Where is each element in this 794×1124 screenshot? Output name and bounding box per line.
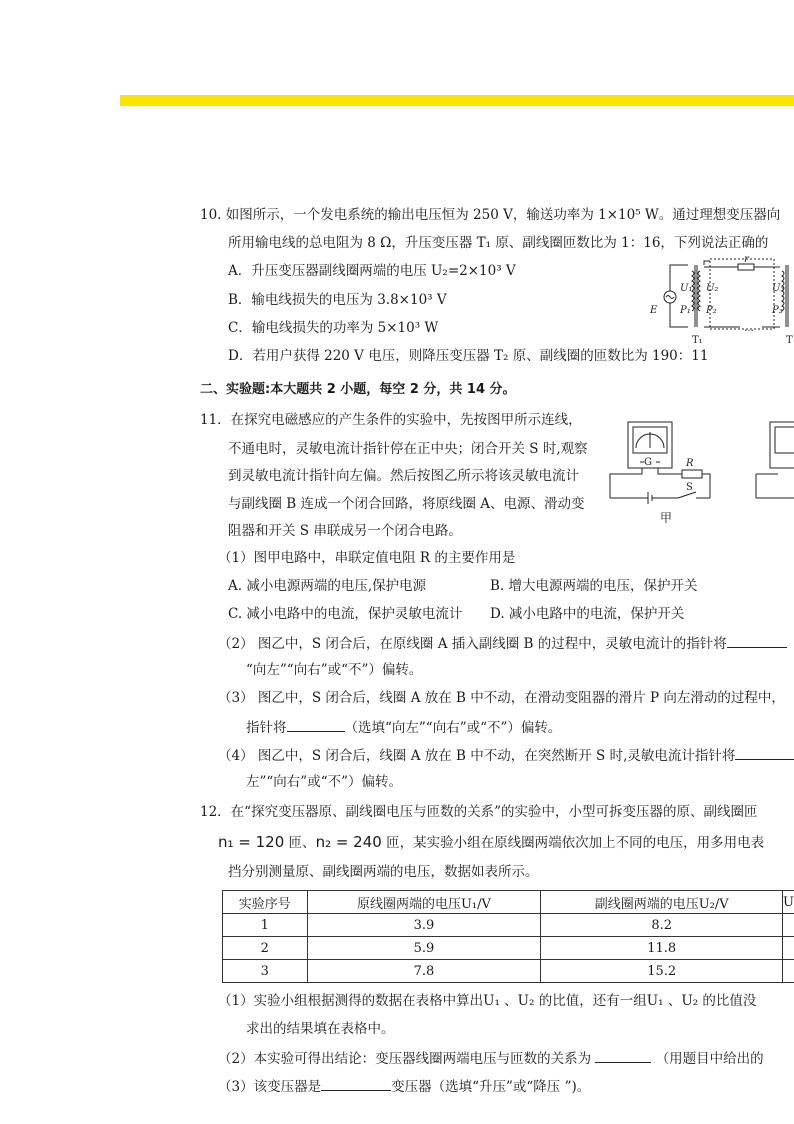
q11-line-5: 阻器和开关 S 串联成另一个闭合电路。 <box>228 523 462 539</box>
q12-part-3-prefix: （3）该变压器是 <box>218 1079 322 1095</box>
section-2-heading: 二、实验题:本大题共 2 小题，每空 2 分，共 14 分。 <box>200 382 516 397</box>
q10-transmission-circuit-figure <box>640 255 794 345</box>
q11-part-3-suffix: （选填“向左”“向右”或“不”）偏转。 <box>344 720 562 736</box>
table-header-cell: 副线圈两端的电压U₂/V <box>541 891 783 914</box>
table-cell: 5.9 <box>307 937 541 960</box>
q10-option-b: B．输电线损失的电压为 3.8×10³ V <box>228 292 447 308</box>
q12-part-1: （1）实验小组根据测得的数据在表格中算出U₁ 、U₂ 的比值，还有一组U₁ 、U₂ 的比值没 <box>218 993 757 1009</box>
q11-option-c: C. 减小电路中的电流，保护灵敏电流计 <box>228 606 463 622</box>
q11-option-b: B. 增大电源两端的电压，保护开关 <box>490 578 698 594</box>
q10-fig-p2: P₂ <box>706 305 717 316</box>
table-header-cell: 实验序号 <box>223 891 308 914</box>
q10-option-c: C．输电线损失的功率为 5×10³ W <box>228 320 439 336</box>
q11-part-3: （3） 图乙中，S 闭合后，线圈 A 放在 B 中不动，在滑动变阻器的滑片 P 向左滑动的过程中， <box>218 690 785 706</box>
q12-line-2 <box>218 833 764 852</box>
table-cell: 3 <box>223 960 308 983</box>
q12-data-table <box>222 890 794 983</box>
q10-fig-t1: T₁ <box>692 335 703 345</box>
q11-line-2: 不通电时，灵敏电流计指针停在正中央；闭合开关 S 时,观察 <box>228 441 588 457</box>
table-row <box>223 960 794 983</box>
q12-part-3 <box>218 1076 590 1096</box>
q10-option-a: A．升压变压器副线圈两端的电压 U₂=2×10³ V <box>228 263 516 279</box>
q12-part-2-rest: （用题目中给出的 <box>655 1051 764 1067</box>
q11-part-2 <box>218 633 787 653</box>
table-cell-ratio[interactable] <box>783 960 794 983</box>
table-header-row <box>223 891 794 914</box>
table-header-cell: 原线圈两端的电压U₁/V <box>307 891 541 914</box>
table-cell: 3.9 <box>307 914 541 937</box>
q11-line-1: 11．在探究电磁感应的产生条件的实验中，先按图甲所示连线， <box>200 412 582 428</box>
q10-fig-u2: U₂ <box>706 283 719 294</box>
q11-option-d: D. 减小电路中的电流，保护开关 <box>490 606 685 622</box>
table-cell: 7.8 <box>307 960 541 983</box>
q11-fig-galvanometer: G <box>644 457 652 468</box>
q11-blank-2[interactable] <box>727 633 787 648</box>
q11-part-3-prefix: 指针将 <box>246 720 287 736</box>
table-cell-ratio[interactable] <box>783 914 794 937</box>
q10-line-1: 10. 如图所示，一个发电系统的输出电压恒为 250 V，输送功率为 1×10⁵ W。通过理想变压器向 <box>200 207 781 223</box>
table-cell: 15.2 <box>541 960 783 983</box>
highlight-band <box>120 95 794 106</box>
table-cell: 11.8 <box>541 937 783 960</box>
q10-option-d: D．若用户获得 220 V 电压，则降压变压器 T₂ 原、副线圈的匝数比为 190：11 <box>228 348 709 364</box>
q11-part-2-cont: “向左”“向右”或“不”）偏转。 <box>246 662 423 678</box>
q12-line-1: 12．在“探究变压器原、副线圈电压与匝数的关系”的实验中，小型可拆变压器的原、副线圈匝 <box>200 804 758 820</box>
table-cell-ratio[interactable] <box>783 937 794 960</box>
q11-part-4 <box>218 745 794 765</box>
table-cell: 8.2 <box>541 914 783 937</box>
q11-fig-s: S <box>686 482 693 493</box>
q11-fig-r: R <box>686 458 694 469</box>
q12-part-2 <box>218 1048 764 1068</box>
q11-option-a: A. 减小电源两端的电压,保护电源 <box>228 578 427 594</box>
q12-n2: n₂ = 240 <box>315 833 382 851</box>
q11-part-2-text: （2） 图乙中，S 闭合后，在原线圈 A 插入副线圈 B 的过程中，灵敏电流计的指针将 <box>218 636 727 652</box>
table-row <box>223 937 794 960</box>
q10-fig-u3: U₃ <box>772 283 785 294</box>
q11-circuit-figure <box>606 418 794 536</box>
q11-blank-4[interactable] <box>735 745 794 760</box>
q10-fig-r: r <box>744 255 749 265</box>
table-row <box>223 914 794 937</box>
q10-fig-u1: U₁ <box>680 283 693 294</box>
q10-fig-t2: T <box>786 335 793 345</box>
q10-fig-e: E <box>650 305 658 316</box>
q12-blank-2[interactable] <box>595 1048 651 1063</box>
q11-part-1: （1）图甲电路中，串联定值电阻 R 的主要作用是 <box>218 550 516 566</box>
q10-fig-p1: P₁ <box>680 305 691 316</box>
q11-part-4-text: （4） 图乙中，S 闭合后，线圈 A 放在 B 中不动，在突然断开 S 时,灵敏电流计指针将 <box>218 748 736 764</box>
table-cell: 2 <box>223 937 308 960</box>
q10-fig-dots: … <box>744 323 754 334</box>
table-header-cell: U <box>783 891 794 914</box>
q10-line-2: 所用输电线的总电阻为 8 Ω，升压变压器 T₁ 原、副线圈匝数比为 1：16，下列说法正确的 <box>228 235 769 251</box>
q11-line-4: 与副线圈 B 连成一个闭合回路，将原线圈 A、电源、滑动变 <box>228 496 585 512</box>
q12-n1: n₁ = 120 <box>218 833 285 851</box>
q11-line-3: 到灵敏电流计指针向左偏。然后按图乙所示将该灵敏电流计 <box>228 468 579 484</box>
q12-mid: 匝、 <box>284 835 316 851</box>
q11-blank-3[interactable] <box>287 717 345 732</box>
q12-blank-3[interactable] <box>321 1076 391 1091</box>
q12-part-2-text: （2）本实验可得出结论：变压器线圈两端电压与匝数的关系为 <box>218 1051 592 1067</box>
q12-line-3: 挡分别测量原、副线圈两端的电压，数据如表所示。 <box>228 864 539 880</box>
table-cell: 1 <box>223 914 308 937</box>
q11-part-4-cont: 左”“向右”或“不”）偏转。 <box>246 774 403 790</box>
q12-part-1-cont: 求出的结果填在表格中。 <box>246 1021 395 1037</box>
q12-part-3-suffix: 变压器（选填“升压”或“降压 ”)。 <box>391 1079 591 1095</box>
q12-line-2-rest: 匝，某实验小组在原线圈两端依次加上不同的电压，用多用电表 <box>381 835 765 851</box>
q11-fig-label: 甲 <box>660 511 673 525</box>
q10-fig-p3: P₃ <box>772 305 783 316</box>
q11-part-3-cont <box>246 717 561 737</box>
